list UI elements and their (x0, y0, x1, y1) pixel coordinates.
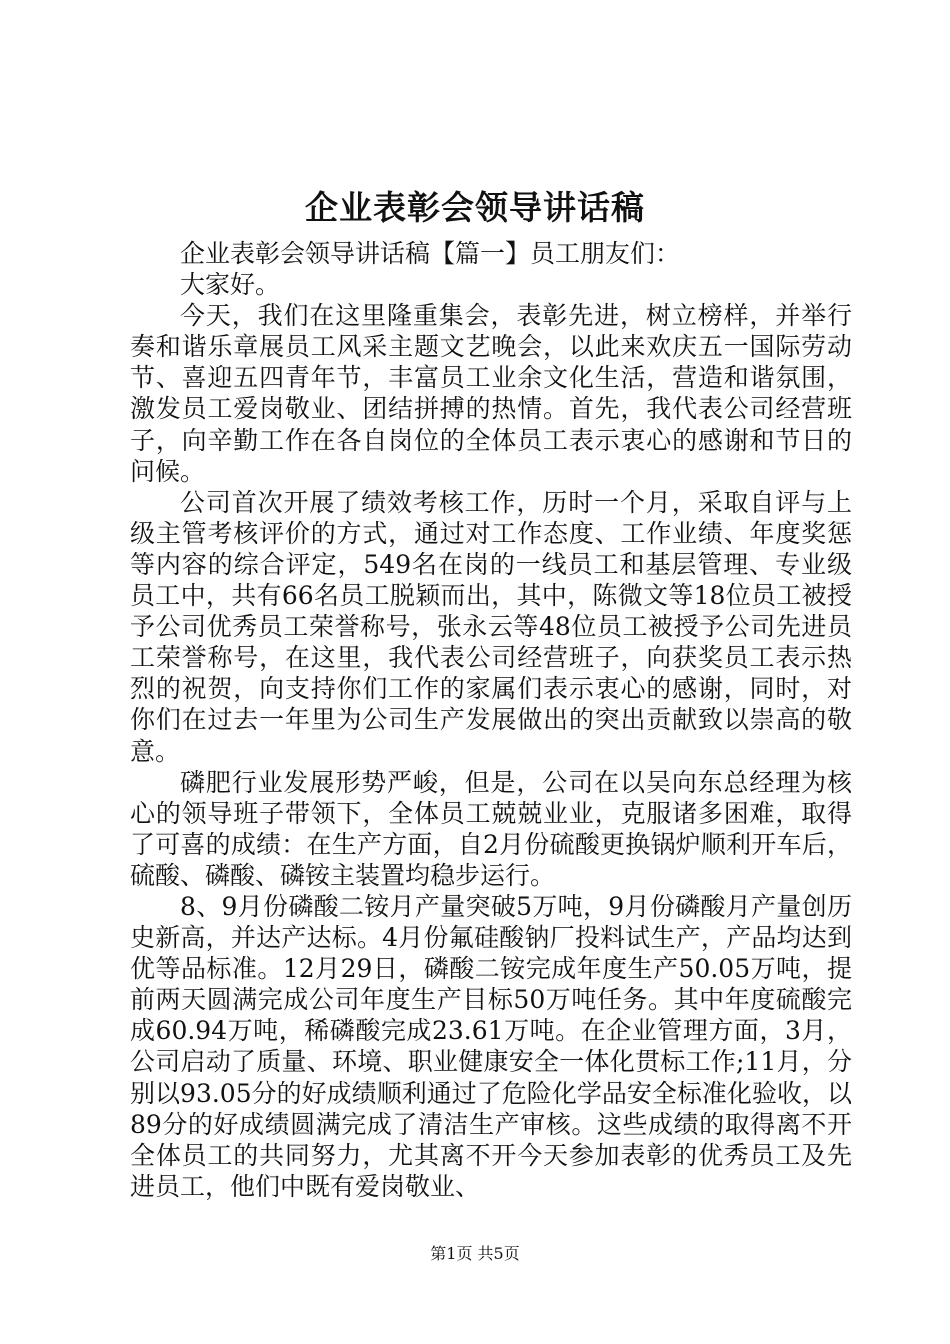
document-body (130, 238, 852, 1202)
paragraph-industry-situation: 磷肥行业发展形势严峻，但是，公司在以吴向东总经理为核心的领导班子带领下，全体员工兢兢业业，克服诸多困难，取得了可喜的成绩：在生产方面，自2月份硫酸更换锅炉顺利开车后，硫酸、磷酸、磷铵主装置均稳步运行。 (130, 767, 852, 890)
paragraph-opening: 今天，我们在这里隆重集会，表彰先进，树立榜样，并举行奏和谐乐章展员工风采主题文艺晚会，以此来欢庆五一国际劳动节、喜迎五四青年节，丰富员工业余文化生活，营造和谐氛围，激发员工爱岗敬业、团结拼搏的热情。首先，我代表公司经营班子，向辛勤工作在各自岗位的全体员工表示衷心的感谢和节日的问候。 (130, 301, 852, 486)
paragraph-production-results: 8、9月份磷酸二铵月产量突破5万吨，9月份磷酸月产量创历史新高，并达产达标。4月份氟硅酸钠厂投料试生产，产品均达到优等品标准。12月29日，磷酸二铵完成年度生产50.05万吨，提前两天圆满完成公司年度生产目标50万吨任务。其中年度硫酸完成60.94万吨，稀磷酸完成23.61万吨。在企业管理方面，3月，公司启动了质量、环境、职业健康安全一体化贯标工作;11月，分别以93.05分的好成绩顺利通过了危险化学品安全标准化验收，以89分的好成绩圆满完成了清洁生产审核。这些成绩的取得离不开全体员工的共同努力，尤其离不开今天参加表彰的优秀员工及先进员工，他们中既有爱岗敬业、 (130, 891, 852, 1201)
paragraph-hello: 大家好。 (180, 270, 281, 300)
document-title: 企业表彰会领导讲话稿 (305, 188, 645, 227)
paragraph-greeting: 企业表彰会领导讲话稿【篇一】员工朋友们： (180, 239, 681, 268)
page-footer: 第1页 共5页 (430, 1244, 520, 1263)
paragraph-performance-review: 公司首次开展了绩效考核工作，历时一个月，采取自评与上级主管考核评价的方式，通过对工作态度、工作业绩、年度奖惩等内容的综合评定，549名在岗的一线员工和基层管理、专业级员工中，共有66名员工脱颖而出，其中，陈微文等18位员工被授予公司优秀员工荣誉称号，张永云等48位员工被授予公司先进员工荣誉称号，在这里，我代表公司经营班子，向获奖员工表示热烈的祝贺，向支持你们工作的家属们表示衷心的感谢，同时，对你们在过去一年里为公司生产发展做出的突出贡献致以崇高的敬意。 (130, 487, 852, 766)
